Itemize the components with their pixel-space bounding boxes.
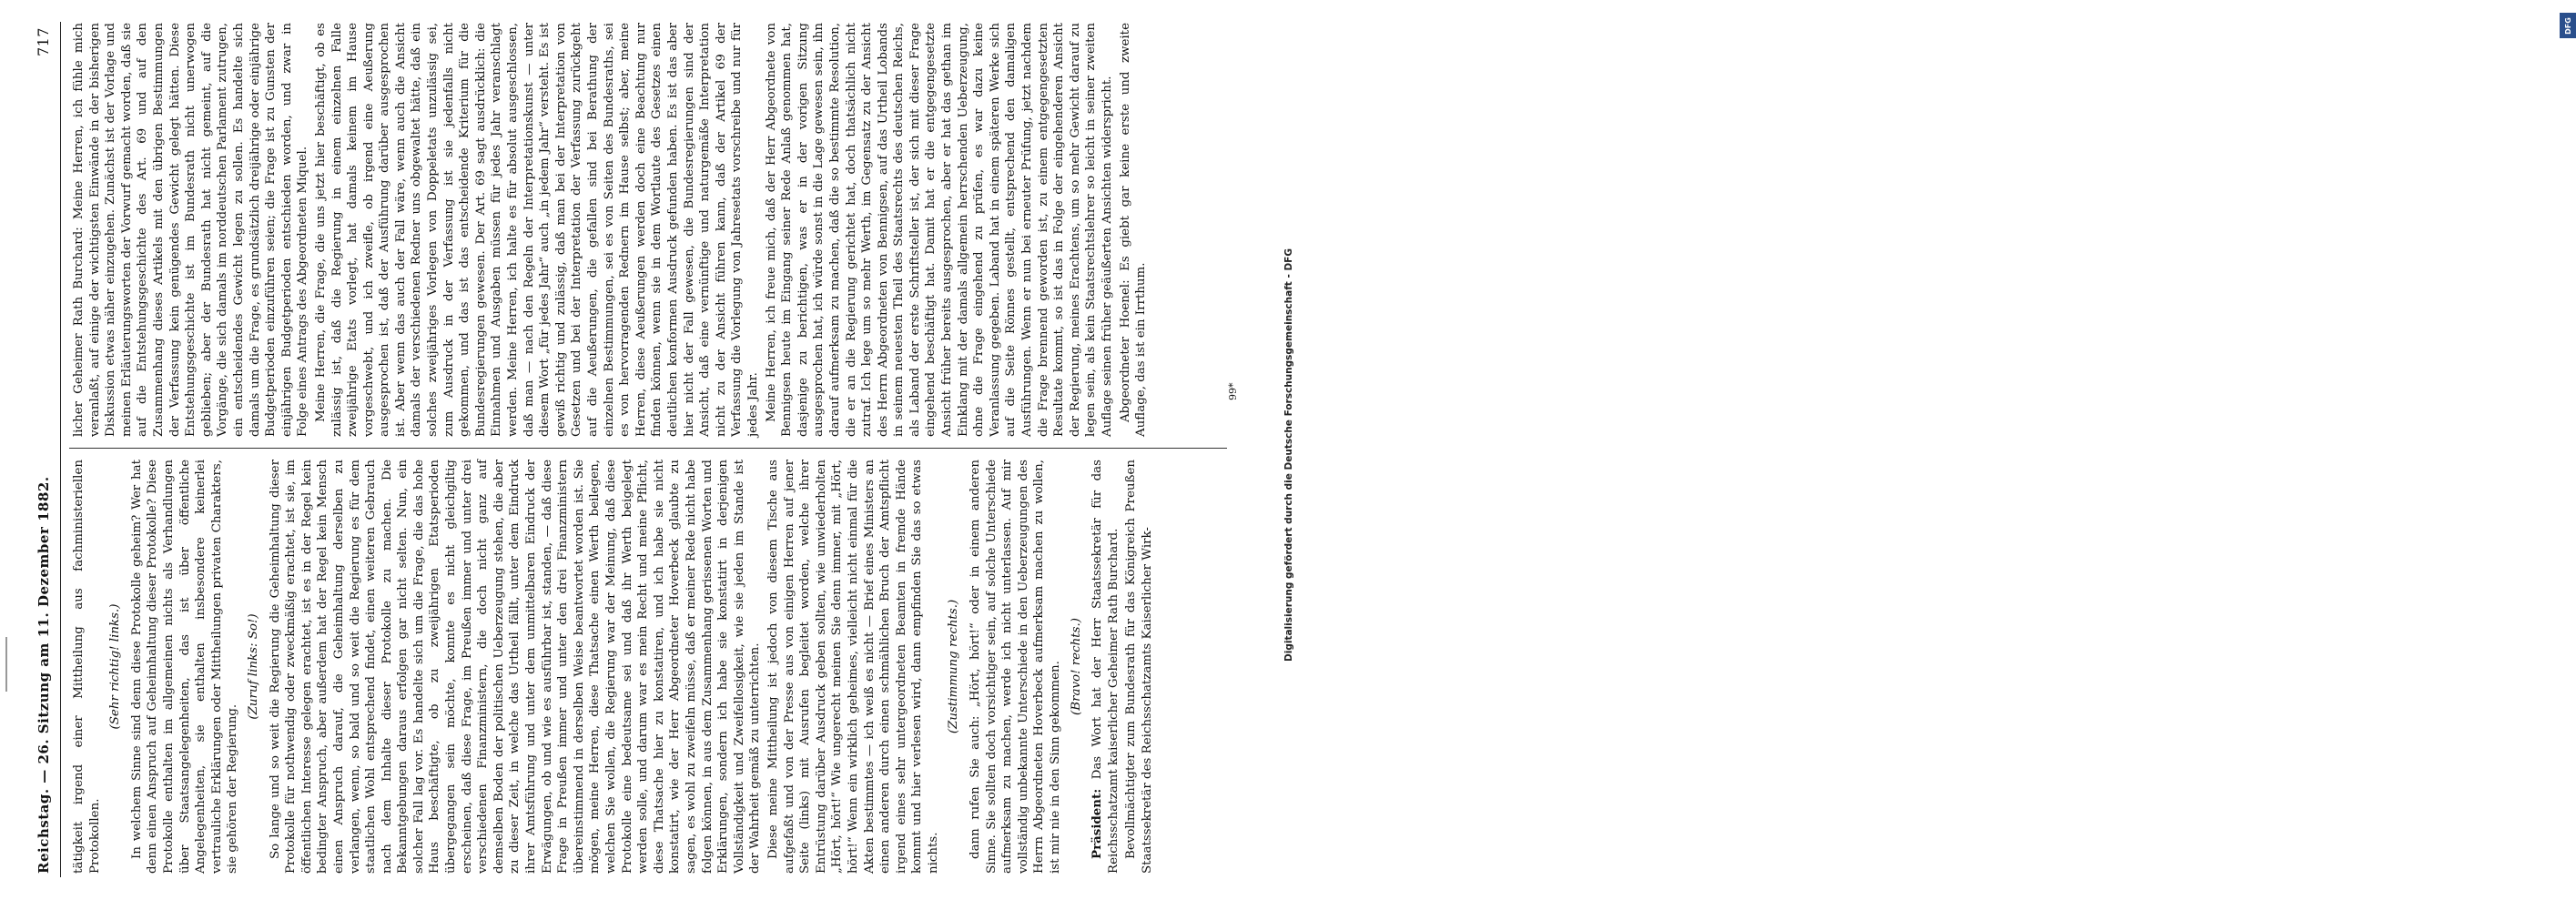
page-number: 717 bbox=[35, 27, 52, 57]
running-header bbox=[35, 27, 62, 874]
body-paragraph: Meine Herren, ich freue mich, daß der Herr Abgeordnete von Bennigsen heute im Eingang seiner Rede Anlaß genommen hat, dasjenige zu berichtigen, was er in der vorigen Sitzung ausgesprochen hat, ich würde sonst in die Lage gewesen sein, ihn darauf aufmerksam zu machen, daß die so bestimmte Resolution, die er an die Regierung gerichtet hat, doch thatsächlich nicht zutraf. Ich lege um so mehr Werth, im Gegensatz zu der Ansicht des Herrn Abgeordneten von Bennigsen, auf das Urtheil Lobands in seinem neuesten Theil des Staatsrechts des deutschen Reichs, als Laband der erste Schriftsteller ist, der sich mit dieser Frage eingehend beschäftigt hat. Damit hat er die entgegengesetzte Ansicht früher bereits ausgesprochen, aber er hat das gethan im Einklang mit der damals allgemein herrschenden Ueberzeugung, ohne die Frage eingehend zu prüfen, es war dazu keine Veranlassung gegeben. Laband hat in einem späteren Werke sich auf die Seite Rönnes gestellt, entsprechend den damaligen Ausführungen. Wenn er nun bei erneuter Prüfung, jetzt nachdem die Frage brennend geworden ist, zu einem entgegengesetzten Resultate kommt, so ist das in Folge der eingehenderen Ansicht der Regierung, meines Erachtens, um so mehr Gewicht darauf zu legen sein, als kein Staatsrechtslehrer so leicht in seiner zweiten Auflage seinen früher geäußerten Ansichten widerspricht. bbox=[764, 23, 1114, 437]
stage-direction: (Bravo! rechts.) bbox=[1069, 618, 1083, 715]
right-column bbox=[71, 23, 1227, 437]
stage-direction: (Sehr richtig! links.) bbox=[108, 603, 123, 730]
column-separator bbox=[69, 448, 1227, 449]
body-paragraph: Diese meine Mittheilung ist jedoch von diesem Tische aus aufgefaßt und von der Presse aus von einigen Herren auf jener Seite (links) mit Ausrufen begleitet worden, welche ihrer Entrüstung darüber Ausdruck geben sollten, wie unwiederholten „Hört, hört!“ Wie ungerecht meinen Sie denn immer, mit „Hört, hört!“ Wenn ein wirklich geheimes, vielleicht nicht einmal für die Akten bestimmtes — ich weiß es nicht — Brief eines Ministers an einen anderen durch einen schmählichen Bruch der Amtspflicht irgend eines sehr untergeordneten Beamten in fremde Hände kommt und hier verlesen wird, dann empfinden Sie das so etwas nichts. bbox=[766, 460, 940, 874]
stage-direction: (Zuruf links: So!) bbox=[246, 613, 260, 720]
signature-mark: 99* bbox=[1227, 382, 1239, 400]
speech-text: Das Wort hat der Herr Staatssekretär für das Reichsschatzamt kaiserlicher Geheimer Rath Burchard. bbox=[1090, 460, 1121, 874]
body-paragraph: Meine Herren, die Frage, die uns jetzt hier beschäftigt, ob es zulässig ist, daß die Regierung in einem einzelnen Falle zweijährige Etats vorlegt, hat damals keinem im Hause vorgeschwebt, und ich zweifle, ob irgend eine Aeußerung ausgesprochen ist, daß der Ausführung darüber ausgesprochen ist. Aber wenn das auch der Fall wäre, wenn auch die Ansicht damals der verschiedenen Redner uns obgewaltet hätte, daß ein solches zweijähriges Vorlegen von Doppeletats unzulässig sei, zum Ausdruck in der Verfassung ist sie jedenfalls nicht gekommen, und das ist das entscheidende Kriterium für die Bundesregierungen gewesen. Der Art. 69 sagt ausdrücklich: die Einnahmen und Ausgaben müssen für jedes Jahr veranschlagt werden. Meine Herren, ich halte es für absolut ausgeschlossen, daß man — nach den Regeln der Interpretationskunst — unter diesem Wort „für jedes Jahr“ auch „in jedem Jahr“ versteht. Es ist gewiß richtig und zulässig, daß man bei der Interpretation von Gesetzen und bei der Interpretation der Verfassung zurückgeht auf die Aeußerungen, die gefallen sind bei Berathung der einzelnen Bestimmungen, sei es von Seiten des Bundesraths, sei es von hervorragenden Rednern im Hause selbst; aber, meine Herren, diese Aeußerungen werden doch eine Beachtung nur finden können, wenn sie in dem Wortlaute des Gesetzes einen deutlichen konformen Ausdruck gefunden haben. Es ist das aber hier nicht der Fall gewesen, die Bundesregierungen sind der Ansicht, daß eine vernünftige und naturgemäße Interpretation nicht zu der Ansicht führen kann, daß der Artikel 69 der Verfassung die Vorlegung von Jahresetats vorschreibe und nur für jedes Jahr. bbox=[313, 23, 760, 437]
body-paragraph: So lange und so weit die Regierung die Geheimhaltung dieser Protokolle für nothwendig oder zweckmäßig erachtet, ist sie, im öffentlichen Interesse gelegen erachtet, ist es in der Regel kein bedingter Anspruch, aber außerdem hat der Regel kein Mensch einen Anspruch darauf, die Geheimhaltung derselben zu verlangen, wenn, so bald und so weit die Regierung es für dem staatlichen Wohl entsprechend findet, einen weiteren Gebrauch nach dem Inhalte dieser Protokolle zu machen. Die Bekanntgebungen daraus erfolgen gar nicht selten. Nun, ein solcher Fall lag vor. Es handelte sich um die Frage, die das hohe Haus beschäftigte, ob zu zweijährigen Etatsperioden übergegangen sein möchte, konnte es nicht gleichgiltig erscheinen, daß diese Frage, im Preußen immer und unter drei verschiedenen Finanzministern, die doch nicht ganz auf demselben Boden der politischen Ueberzeugung stehen, die aber zu dieser Zeit, in welche das Urtheil fällt, unter dem Eindruck ihrer Amtsführung und unter dem unmittelbaren Eindruck der Erwägungen, ob und wie es ausführbar ist, standen, — daß diese Frage in Preußen immer und unter den drei Finanzministern übereinstimmend in derselben Weise beantwortet worden ist. Sie mögen, meine Herren, diese Thatsache einen Werth beilegen, welchen Sie wollen, die Regierung war der Meinung, daß diese Protokolle eine bedeutsame sei und daß ihr Werth beigelegt werden solle, und darum war es mein Recht und meine Pflicht, diese Thatsache hier zu konstatiren, und ich habe sie nicht konstatirt, wie der Herr Abgeordneter Hoverbeck glaubte zu sagen, es wohl zu zweifeln müsse, daß er meiner Rede nicht habe folgen können, in aus dem Zusammenhang gerissenen Worten und Erklärungen, sondern ich habe sie konstatirt in derjenigen Vollständigkeit und Zweifellosigkeit, wie sie jeden im Stande ist der Wahrheit gemäß zu unterrichten. bbox=[268, 460, 763, 874]
document-page bbox=[0, 0, 1256, 910]
body-paragraph: tätigkeit irgend einer Mittheilung aus fachministeriellen Protokollen. bbox=[72, 460, 102, 874]
left-column bbox=[71, 460, 1227, 874]
header-rule bbox=[60, 22, 61, 877]
body-paragraph: Abgeordneter Hoenel: Es giebt gar keine erste und zweite Auflage, das ist ein Irrthum. bbox=[1118, 23, 1149, 437]
dfg-logo: DFG bbox=[2560, 13, 2576, 38]
dfg-notice: Digitalisierung gefördert durch die Deutsche Forschungsgemeinschaft - DFG bbox=[1283, 248, 1294, 662]
body-paragraph: Bevollmächtigter zum Bundesrath für das Königreich Preußen Staatssekretär des Reichsschatzamts Kaiserlicher Wirk- bbox=[1124, 460, 1154, 874]
stage-direction: (Zustimmung rechts.) bbox=[947, 599, 961, 734]
running-title: Reichstag. — 26. Sitzung am 11. Dezember 1882. bbox=[35, 476, 52, 874]
speaker-name: Präsident: bbox=[1090, 788, 1105, 859]
body-paragraph: dann rufen Sie auch: „Hört, hört!“ oder in einem anderen Sinne. Sie sollten doch vorsichtiger sein, auf solche Unterschiede aufmerksam zu machen, werde ich nicht unterlassen. Auf mir vollständig unbekannte Unterschiede in den Ueberzeugungen des Herrn Abgeordneten Hoverbeck aufmerksam machen zu wollen, ist mir nie in den Sinn gekommen. bbox=[969, 460, 1063, 874]
speech-paragraph bbox=[1090, 460, 1121, 874]
body-paragraph: In welchem Sinne sind denn diese Protokolle geheim? Wer hat denn einen Anspruch auf Geheimhaltung dieser Protokolle? Diese Protokolle enthalten im allgemeinen nichts als Verhandlungen über Staatsangelegenheiten, das ist über öffentliche Angelegenheiten, sie enthalten insbesondere keinerlei vertrauliche Erklärungen oder Mittheilungen privaten Charakters, sie gehören der Regierung. bbox=[129, 460, 240, 874]
body-paragraph: licher Geheimer Rath Burchard: Meine Herren, ich fühle mich veranlaßt, auf einige der wichtigsten Einwände in der bisherigen Diskussion etwas näher einzugehen. Zunächst ist der Vorlage und meinen Erläuterungsworten der Vorwurf gemacht worden, daß sie auf die Entstehungsgeschichte des Art. 69 und auf den Zusammenhang dieses Artikels mit den übrigen Bestimmungen der Verfassung kein genügendes Gewicht gelegt hätten. Diese Entstehungsgeschichte ist im Bundesrath nicht unerwogen geblieben; aber der Bundesrath hat nicht gemeint, auf die Vorgänge, die sich damals im norddeutschen Parlament zutrugen, ein entscheidendes Gewicht legen zu sollen. Es handelte sich damals um die Frage, es grundsätzlich dreijährige oder einjährige Budgetperioden einzuführen seien; die Frage ist zu Gunsten der einjährigen Budgetperioden entschieden worden, und zwar in Folge eines Antrags des Abgeordneten Miquel. bbox=[72, 23, 310, 437]
scan-edge-mark bbox=[5, 637, 7, 692]
